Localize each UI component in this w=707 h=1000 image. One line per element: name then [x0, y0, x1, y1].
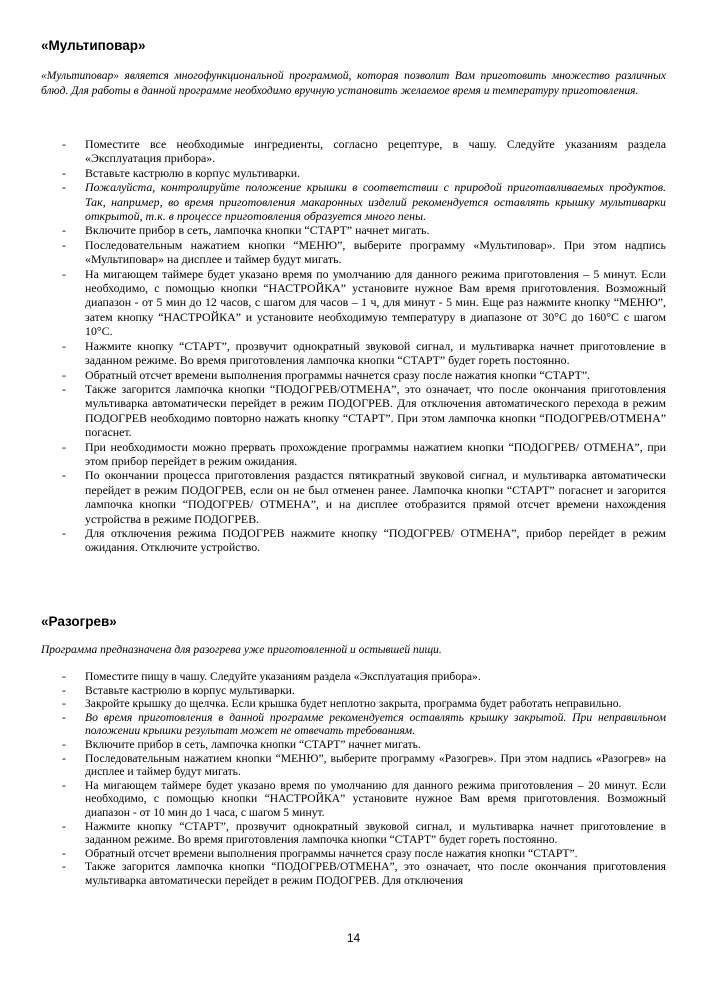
list-item	[41, 440, 666, 469]
bullet-dash: -	[62, 381, 66, 396]
list-item	[41, 684, 666, 698]
list-item	[41, 670, 666, 684]
list-item-text: Вставьте кастрюлю в корпус мультиварки.	[85, 683, 295, 697]
bullet-dash: -	[62, 223, 66, 238]
list-item-text: Последовательным нажатием кнопки “МЕНЮ”, выберите программу «Разогрев». При этом надпись «Разогрев» на дисплее и таймер будут мигать.	[85, 751, 666, 779]
list-item	[41, 223, 666, 237]
list-item	[41, 339, 666, 368]
bullet-dash: -	[62, 751, 66, 765]
list-item	[41, 711, 666, 738]
list-item	[41, 697, 666, 711]
list-item	[41, 180, 666, 223]
bullet-dash: -	[62, 468, 66, 483]
bullet-dash: -	[62, 165, 66, 180]
list-item-text: На мигающем таймере будет указано время по умолчанию для данного режима приготовления – 5 минут. Если необходимо, с помощью кнопки “НАСТРОЙКА” установите нужное Вам время приготовления. Возможный диапазон - от 5 мин до 12 часов, с шагом для часов – 1 ч, для минут - 5 мин. Еще раз нажмите кнопку “МЕНЮ”, затем кнопку “НАСТРОЙКА” и установите необходимую температуру в диапазоне от 30°C до 160°C с шагом 10°C.	[85, 266, 666, 339]
list-item-text: Во время приготовления в данной программе рекомендуется оставлять крышку закрытой. При неправильном положении крышки результат может не отвечать требованиям.	[85, 710, 666, 738]
bullet-dash: -	[62, 237, 66, 252]
list-item-text: Также загорится лампочка кнопки “ПОДОГРЕВ/ОТМЕНА”, это означает, что после окончания приготовления мультиварка автоматически перейдет в режим ПОДОГРЕВ. Для отключения	[85, 860, 666, 887]
list-item-text: По окончании процесса приготовления раздастся пятикратный звуковой сигнал, и мультиварка автоматически перейдет в режим ПОДОГРЕВ, если он не был отменен ранее. Лампочка кнопки “СТАРТ” погаснет и загорится лампочка кнопки “ПОДОГРЕВ/ ОТМЕНА”, и на дисплее отобразится прямой отсчет времени нахождения устройства в режиме ПОДОГРЕВ.	[85, 468, 666, 526]
bullet-dash: -	[62, 137, 66, 151]
list-item-text: Пожалуйста, контролируйте положение крышки в соответствии с природой приготавливаемых продуктов. Так, например, во время приготовления макаронных изделий рекомендуется оставлять крышку мультиварки открытой, т.к. в процессе приготовления образуется много пены.	[85, 180, 666, 224]
list-item-text: Также загорится лампочка кнопки “ПОДОГРЕВ/ОТМЕНА”, это означает, что после окончания приготовления мультиварка автоматически перейдет в режим ПОДОГРЕВ. Для отключения автоматического перехода в режим ПОДОГРЕВ необходимо повторно нажать кнопку “СТАРТ”. При этом лампочка кнопки “ПОДОГРЕВ/ОТМЕНА” погаснет.	[85, 381, 666, 440]
list-item	[41, 137, 666, 166]
list-item	[41, 526, 666, 555]
list-item	[41, 267, 666, 339]
list-item-text: Обратный отсчет времени выполнения программы начнется сразу после нажатия кнопки “СТАРТ”.	[85, 846, 578, 860]
list-item-text: Поместите пищу в чашу. Следуйте указаниям раздела «Эксплуатация прибора».	[85, 670, 481, 683]
bullet-dash: -	[62, 737, 66, 751]
list-item	[41, 779, 666, 820]
list-item-text: При необходимости можно прервать прохождение программы нажатием кнопки “ПОДОГРЕВ/ ОТМЕНА”, при этом прибор перейдет в режим ожидания.	[85, 439, 666, 468]
bullet-dash: -	[62, 180, 66, 195]
list-item-text: На мигающем таймере будет указано время по умолчанию для данного режима приготовления – 20 минут. Если необходимо, с помощью кнопки “НАСТРОЙКА” установите нужное Вам время приготовления. Возможный диапазон - от 10 мин до 1 часа, с шагом 5 минут.	[85, 778, 666, 819]
list-item	[41, 382, 666, 440]
list-item	[41, 468, 666, 526]
list-item-text: Включите прибор в сеть, лампочка кнопки “СТАРТ” начнет мигать.	[85, 737, 421, 751]
list-item	[41, 368, 666, 382]
bullet-dash: -	[62, 846, 66, 860]
bullet-dash: -	[62, 683, 66, 697]
list-item	[41, 738, 666, 752]
list-item-text: Закройте крышку до щелчка. Если крышка будет неплотно закрыта, программа будет работать неправильно.	[85, 697, 622, 711]
section-title-razogrev: «Разогрев»	[41, 614, 117, 629]
list-item	[41, 166, 666, 180]
list-item	[41, 860, 666, 887]
instruction-list-razogrev	[41, 670, 666, 888]
list-item	[41, 238, 666, 267]
list-item-text: Нажмите кнопку “СТАРТ”, прозвучит однократный звуковой сигнал, и мультиварка начнет приготовление в заданном режиме. Во время приготовления лампочка кнопки “СТАРТ” будет гореть постоянно.	[85, 819, 666, 847]
list-item-text: Нажмите кнопку “СТАРТ”, прозвучит однократный звуковой сигнал, и мультиварка начнет приготовление в заданном режиме. Во время приготовления лампочка кнопки “СТАРТ” будет гореть постоянно.	[85, 338, 666, 368]
section-intro-razogrev: Программа предназначена для разогрева уже приготовленной и остывшей пищи.	[41, 644, 442, 656]
bullet-dash: -	[62, 670, 66, 683]
bullet-dash: -	[62, 710, 66, 724]
section-title-multipovar: «Мультиповар»	[41, 38, 146, 53]
bullet-dash: -	[62, 367, 66, 382]
bullet-dash: -	[62, 860, 66, 874]
list-item-text: Включите прибор в сеть, лампочка кнопки “СТАРТ” начнет мигать.	[85, 223, 430, 238]
list-item-text: Для отключения режима ПОДОГРЕВ нажмите кнопку “ПОДОГРЕВ/ ОТМЕНА”, прибор перейдет в режим ожидания. Отключите устройство.	[85, 525, 666, 555]
bullet-dash: -	[62, 439, 66, 454]
list-item-text: Поместите все необходимые ингредиенты, согласно рецептуре, в чашу. Следуйте указаниям раздела «Эксплуатация прибора».	[85, 137, 666, 166]
list-item	[41, 847, 666, 861]
list-item-text: Обратный отсчет времени выполнения программы начнется сразу после нажатия кнопки “СТАРТ”.	[85, 367, 591, 382]
list-item	[41, 820, 666, 847]
bullet-dash: -	[62, 266, 66, 281]
bullet-dash: -	[62, 778, 66, 792]
bullet-dash: -	[62, 525, 66, 540]
bullet-dash: -	[62, 697, 66, 711]
list-item-text: Последовательным нажатием кнопки “МЕНЮ”, выберите программу «Мультиповар». При этом надпись «Мультиповар» на дисплее и таймер будут мигать.	[85, 237, 666, 267]
bullet-dash: -	[62, 819, 66, 833]
instruction-list-multipovar	[41, 137, 666, 555]
page-number: 14	[346, 931, 361, 945]
bullet-dash: -	[62, 338, 66, 353]
list-item-text: Вставьте кастрюлю в корпус мультиварки.	[85, 165, 301, 180]
section-intro-multipovar: «Мультиповар» является многофункциональной программой, которая позволит Вам приготовить множество различных блюд. Для работы в данной программе необходимо вручную установить желаемое время и температуру приготовления.	[41, 70, 666, 97]
list-item	[41, 752, 666, 779]
